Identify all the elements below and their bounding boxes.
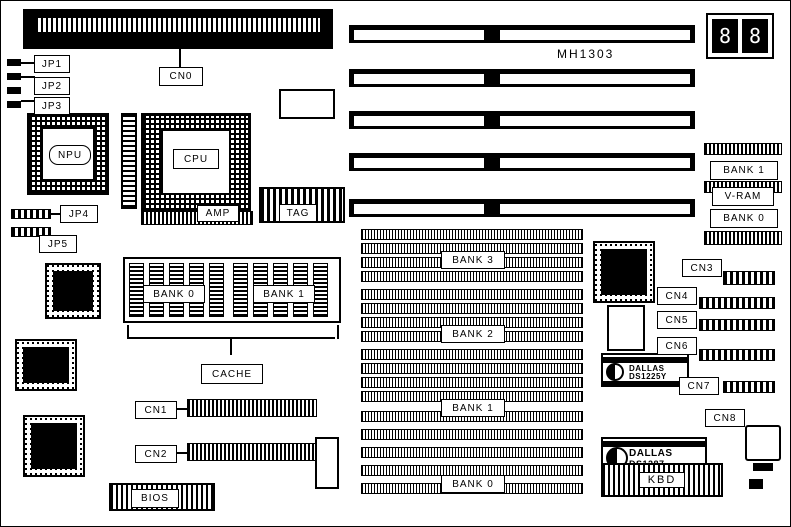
cache-chip [233,263,248,317]
jp3-pins [7,87,21,94]
jp5-label: JP5 [39,235,77,253]
cn8-pad [753,463,773,471]
dallas-small-line2: DS1225Y [629,372,667,381]
cn6-label: CN6 [657,337,697,355]
dallas-small-line1: DALLAS [629,364,665,373]
bank0-socket-bottom [704,231,782,245]
jp2-pins [7,73,21,80]
cache-bank1-label: BANK 1 [253,285,315,303]
simm-bank1-label: BANK 1 [441,399,505,417]
qfp-chip-2-body [23,347,69,383]
cn8-label: CN8 [705,409,745,427]
cn6-header [699,349,775,361]
kbd-label: KBD [639,472,686,488]
bank1-right-label: BANK 1 [710,161,778,180]
simm-slot [361,349,583,360]
simm-bank3-label: BANK 3 [441,251,505,269]
cn0-leader-line [179,49,181,69]
qfp-chip-1-body [53,271,93,311]
cn2-connector [187,443,317,461]
seven-segment-digit-right: 8 [742,19,768,53]
bank0-right-label: BANK 0 [710,209,778,228]
expansion-slot-2 [349,69,695,87]
cn5-header [699,319,775,331]
jp4-header [11,209,51,219]
cache-chip [129,263,144,317]
simm-bank0-label: BANK 0 [441,475,505,493]
cache-label: CACHE [201,364,263,384]
jp3b-pins [7,101,21,108]
simm-slot [361,429,583,440]
cn7-label: CN7 [679,377,719,395]
simm-slot [361,303,583,314]
cpu-side-strip [121,113,137,209]
jp4-label: JP4 [60,205,98,223]
tag-label: TAG [279,204,317,222]
jp3-leader-line [21,100,35,102]
rtc-module-box [607,305,645,351]
expansion-slot-3 [349,111,695,129]
simm-slot [361,377,583,388]
bottom-right-pad [749,479,763,489]
jp2-leader-line [21,76,35,78]
board-code-text: MH1303 [557,47,615,61]
simm-slot [361,363,583,374]
simm-slot [361,447,583,458]
simm-slot [361,271,583,282]
cn4-label: CN4 [657,287,697,305]
amp-label: AMP [197,205,239,222]
cn0-connector-slot [35,17,321,33]
simm-slot [361,229,583,240]
cn2-label: CN2 [135,445,177,463]
jp1-pins [7,59,21,66]
chipset-qfp-right-body [601,249,647,295]
npu-label: NPU [49,145,91,165]
kbd-connector [601,463,723,497]
small-chip-top [279,89,335,119]
simm-bank2-label: BANK 2 [441,325,505,343]
cache-chip [209,263,224,317]
jp1-leader-line [21,62,35,64]
expansion-slot-1 [349,25,695,43]
cn7-header [723,381,775,393]
bios-label: BIOS [131,489,179,508]
jp2-label: JP2 [34,77,70,95]
dallas-logo-icon [606,363,624,381]
cn4-header [699,297,775,309]
cpu-label: CPU [173,149,219,169]
qfp-chip-3-body [31,423,77,469]
seven-segment-digit-left: 8 [712,19,738,53]
jp3-label: JP3 [34,97,70,115]
cn1-connector [187,399,317,417]
dallas-ds1225y-chip [601,353,689,387]
cache-bank0-label: BANK 0 [143,285,205,303]
jp1-label: JP1 [34,55,70,73]
oscillator-chip-left [315,437,339,489]
cache-bracket-stem [230,339,232,355]
cache-chip [313,263,328,317]
keyboard-din-connector [745,425,781,461]
dallas-rtc-line1: DALLAS [629,448,673,459]
bank1-socket-top [704,143,782,155]
vram-label: V-RAM [712,187,774,206]
cn1-label: CN1 [135,401,177,419]
simm-slot [361,289,583,300]
cn3-label: CN3 [682,259,722,277]
cn3-header [723,271,775,285]
cn5-label: CN5 [657,311,697,329]
expansion-slot-4 [349,153,695,171]
expansion-slot-5 [349,199,695,217]
cn0-label: CN0 [159,67,203,86]
